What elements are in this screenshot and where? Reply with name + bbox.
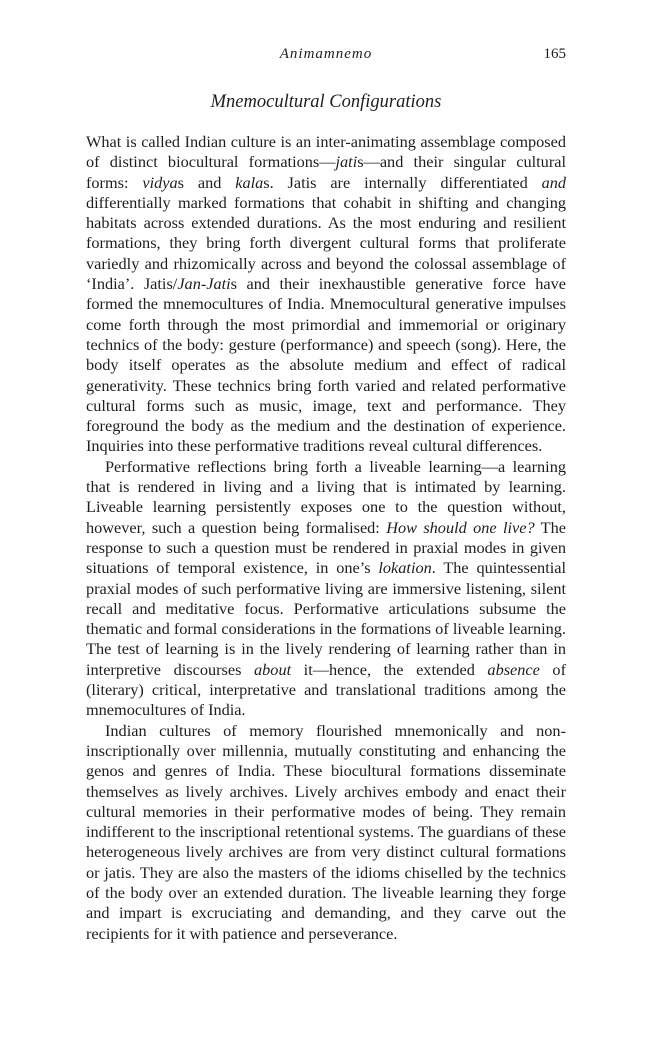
body-text	[86, 132, 566, 944]
italic-text: and	[541, 172, 566, 192]
running-title: Animamnemo	[279, 46, 373, 62]
paragraph	[86, 132, 566, 457]
text-run: s. Jatis are internally differentiated	[263, 172, 542, 192]
text-run: The response to such a question must be rendered in praxial modes in given situations of temporal existence, in one’s	[86, 517, 566, 578]
text-run: it—hence, the extended	[291, 659, 488, 679]
italic-text: Jan-Jati	[177, 274, 231, 294]
text-run: Performative reflections bring forth a liveable learning—a learning that is rendered in living and a living that is intimated by learning. Liveable learning persistently exposes one to the question without, however, such a question being formalised:	[86, 456, 566, 537]
text-run: s and	[177, 172, 236, 192]
text-run: of (literary) critical, interpretative and translational traditions among the mnemocultures of India.	[86, 659, 566, 720]
text-run: What is called Indian culture is an inter-animating assemblage composed of distinct biocultural formations—	[86, 132, 566, 172]
paragraph	[86, 457, 566, 721]
italic-text: vidya	[142, 172, 178, 192]
text-run: Indian cultures of memory flourished mnemonically and non-inscriptionally over millennia, mutually constituting and enhancing the genos and genres of India. These biocultural formations disseminate themselves as lively archives. Lively archives embody and enact their cultural memories in their performative modes of being. They remain indifferent to the inscriptional retentional systems. The guardians of these heterogeneous lively archives are from very distinct cultural formations or jatis. They are also the masters of the idioms chiselled by the technics of the body over an extended duration. The liveable learning they forge and impart is excruciating and demanding, and they carve out the recipients for it with patience and perseverance.	[86, 720, 566, 943]
text-run: s and their inexhaustible generative force have formed the mnemocultures of India. Mnemocultural generative impulses come forth through the most primordial and immemorial or originary technics of the body: gesture (performance) and speech (song). Here, the body itself operates as the absolute medium and effect of radical generativity. These technics bring forth varied and related performative cultural forms such as music, image, text and performance. They foreground the body as the medium and the destination of experience. Inquiries into these performative traditions reveal cultural differences.	[86, 274, 567, 456]
text-run: differentially marked formations that cohabit in shifting and changing habitats across extended durations. As the most enduring and resilient formations, they bring forth divergent cultural forms that proliferate variedly and rhizomically across and beyond the colossal assemblage of ‘India’. Jatis/	[86, 192, 566, 294]
page-number: 165	[543, 46, 566, 62]
text-run: . The quintessential praxial modes of such performative living are immersive listening, silent recall and meditative focus. Performative articulations subsume the thematic and formal considerations in the formations of liveable learning. The test of learning is in the lively rendering of learning rather than in interpretive discourses	[86, 558, 566, 679]
paragraph	[86, 721, 566, 944]
italic-text: about	[254, 659, 292, 679]
section-heading: Mnemocultural Configurations	[210, 92, 442, 112]
italic-text: jati	[335, 152, 358, 172]
italic-text: kala	[235, 172, 264, 192]
italic-text: How should one live?	[386, 517, 535, 537]
text-run: s—and their singular cultural forms:	[86, 152, 566, 192]
italic-text: lokation	[378, 558, 432, 578]
italic-text: absence	[487, 659, 540, 679]
